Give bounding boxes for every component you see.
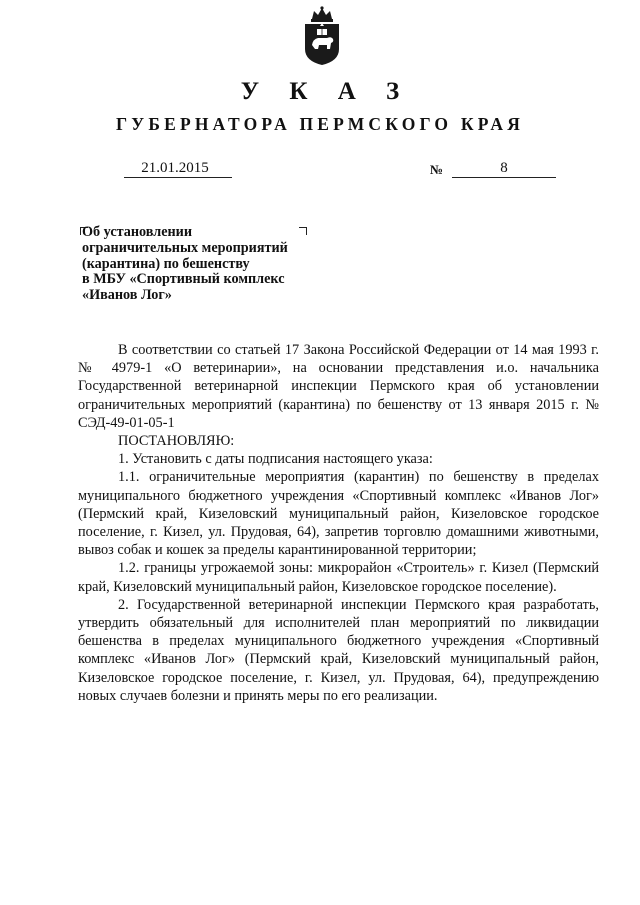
subject-line: «Иванов Лог» (82, 287, 172, 304)
document-subject (82, 225, 322, 304)
document-number: 8 (452, 159, 556, 178)
document-title: У К А З (240, 78, 412, 105)
document-issuer: ГУБЕРНАТОРА ПЕРМСКОГО КРАЯ (115, 114, 525, 134)
subject-line: (карантина) по бешенству (82, 255, 250, 272)
coat-of-arms-icon (300, 5, 344, 67)
intro-paragraph: В соответствии со статьей 17 Закона Российской Федерации от 14 мая 1993 г. № 4979-1 «О ветеринарии», на основании представления и.о. начальника Государственной ветеринарной инспекции Пермского края об установлении ограничительных мероприятий (карантина) по бешенству от 13 января 2015 г. № СЭД-49-01-05-1 (78, 342, 599, 431)
decree-word: ПОСТАНОВЛЯЮ: (118, 433, 235, 450)
subject-line: в МБУ «Спортивный комплекс (82, 271, 285, 288)
subject-line: ограничительных мероприятий (82, 239, 288, 256)
item-1-2: 1.2. границы угрожаемой зоны: микрорайон «Строитель» г. Кизел (Пермский край, Кизеловский муниципальный район, Кизеловское городское поселение). (78, 560, 599, 595)
document-date: 21.01.2015 (124, 159, 232, 178)
subject-line: Об установлении (82, 224, 193, 240)
document-body (78, 341, 599, 705)
item-1: 1. Установить с даты подписания настоящего указа: (118, 451, 433, 468)
number-sign: № (430, 162, 444, 177)
item-2: 2. Государственной ветеринарной инспекции Пермского края разработать, утвердить обязательный для исполнителей план мероприятий по ликвидации бешенства в пределах муниципального бюджетного учреждения «Спортивный комплекс «Иванов Лог» (Пермский край, Кизеловский муниципальный район, Кизеловское городское поселение, г. Кизел, ул. Прудовая, 64), предупреждению новых случаев болезни и принять меры по его реализации. (78, 596, 599, 704)
item-1-1: 1.1. ограничительные мероприятия (карантин) по бешенству в пределах муниципального бюджетного учреждения «Спортивный комплекс «Иванов Лог» (Пермский край, Кизеловский муниципальный район, Кизеловское городское поселение, г. Кизел, ул. Прудовая, 64), запретив торговлю домашними животными, вывоз собак и кошек за пределы карантинированной территории; (78, 469, 599, 559)
